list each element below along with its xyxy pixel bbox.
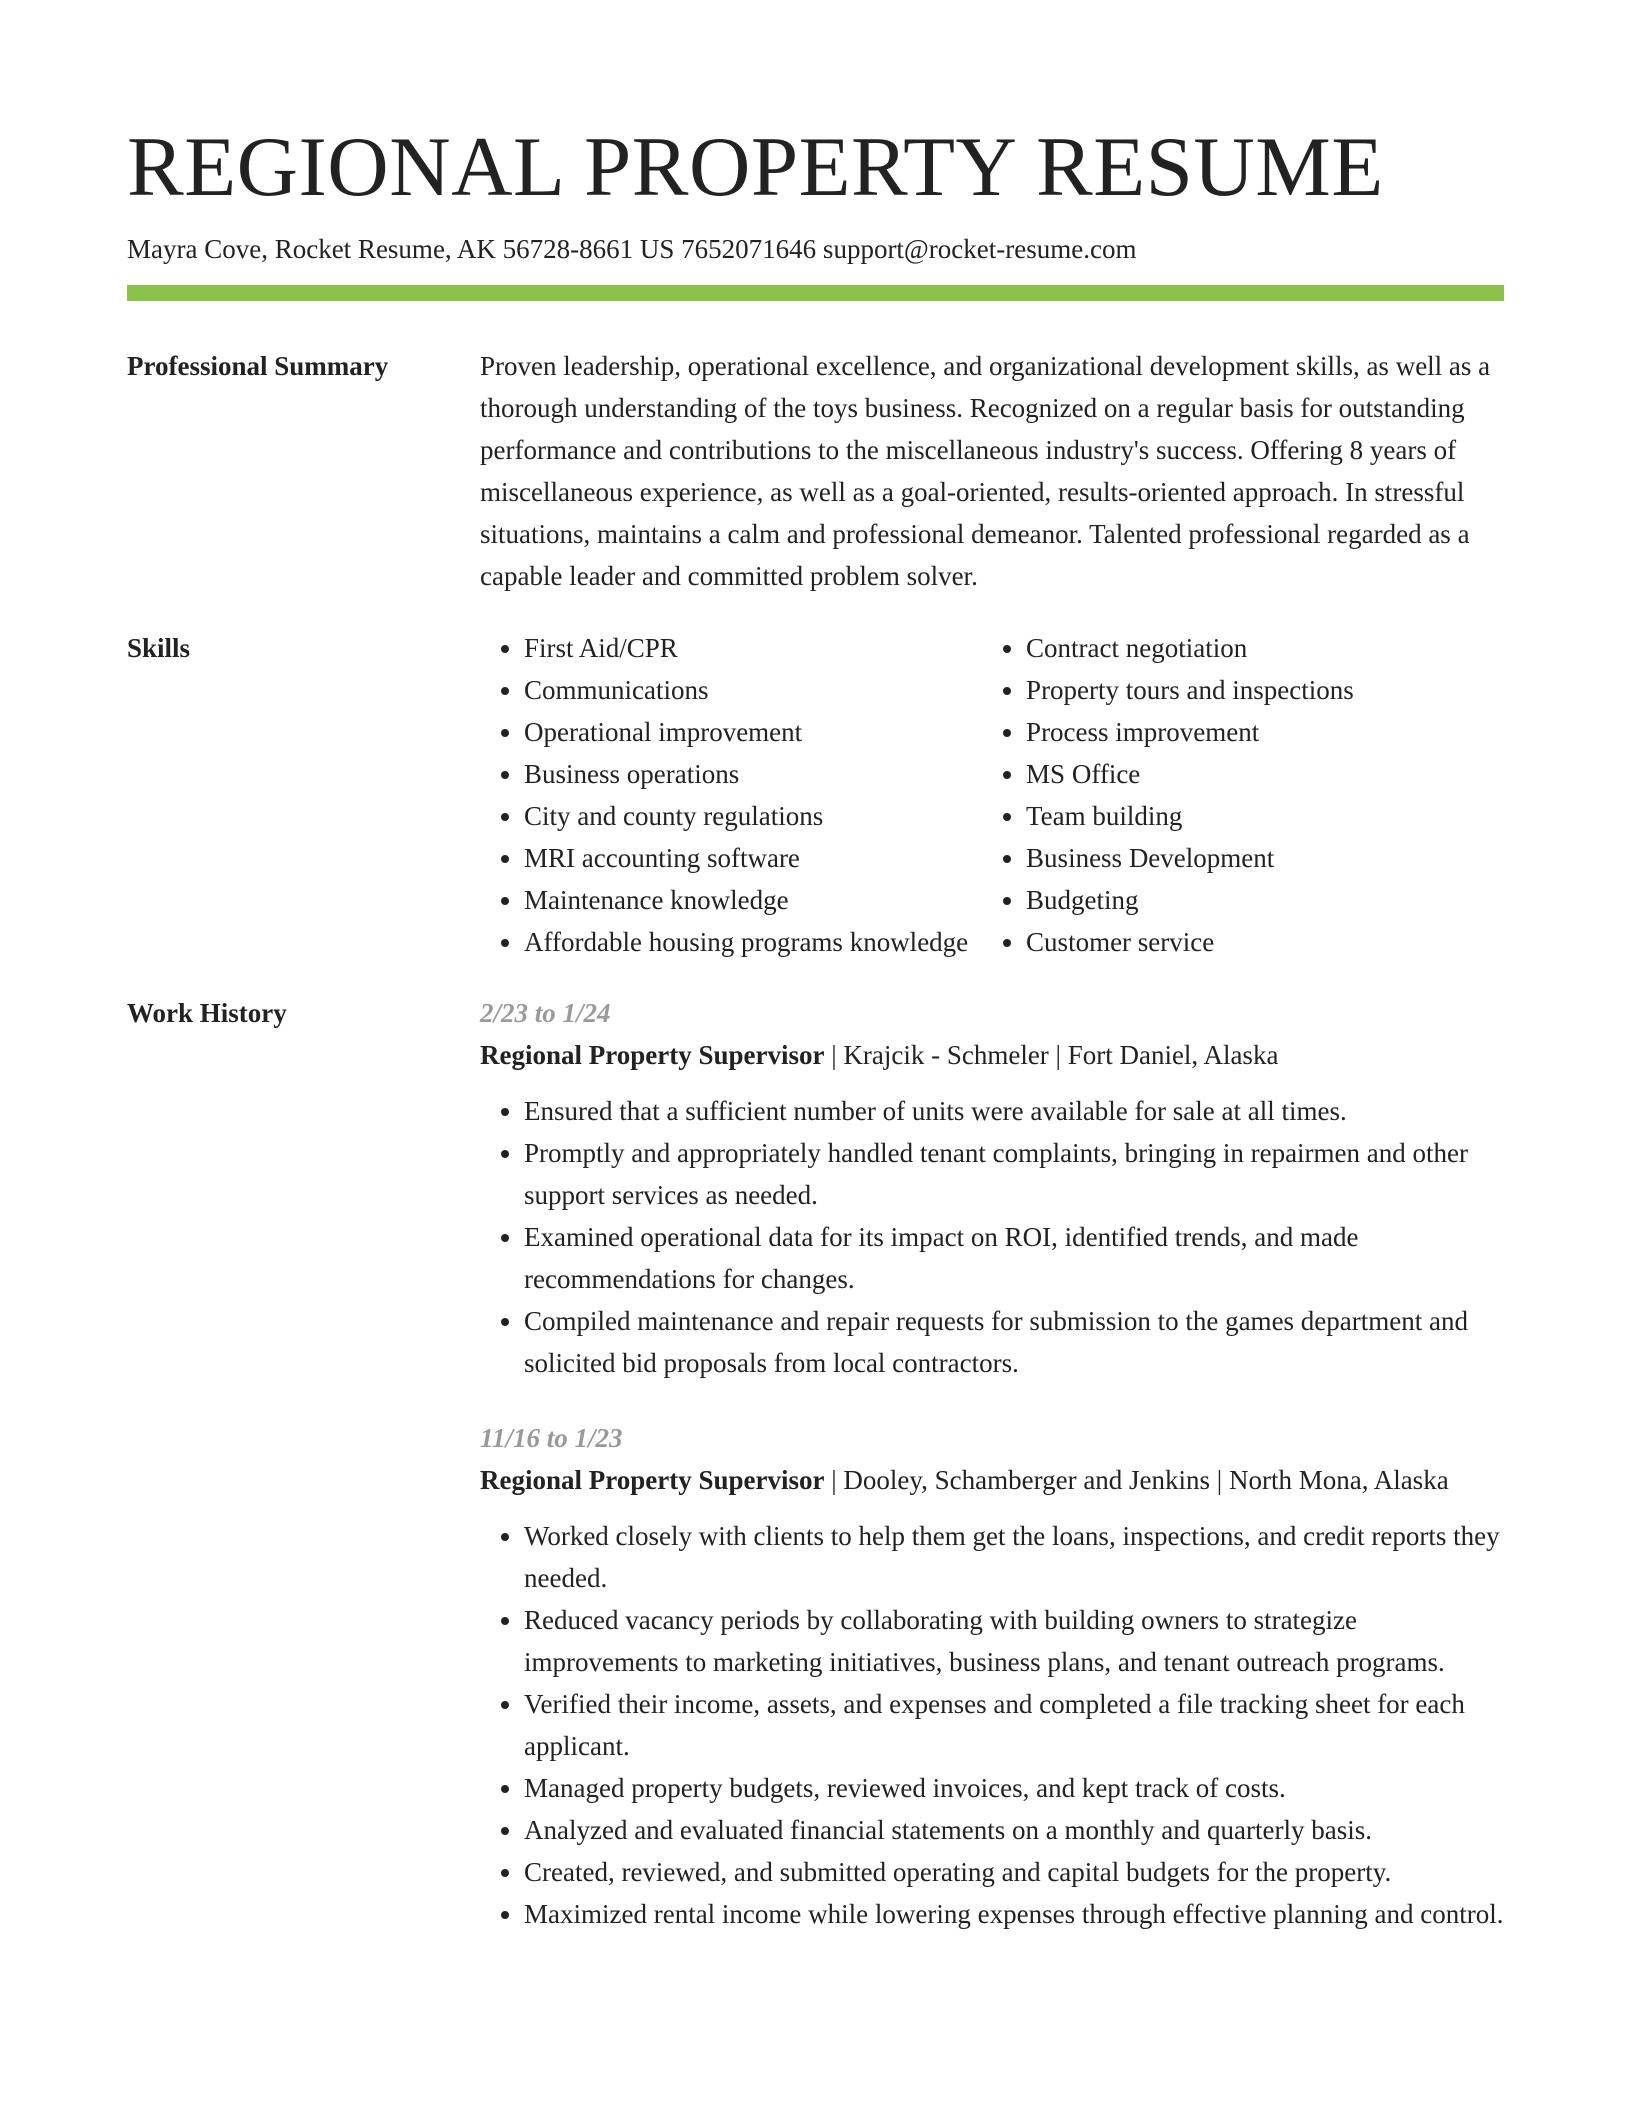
job-bullet: • Compiled maintenance and repair requests for submission to the games department and solicited bid proposals from local contractors.	[524, 1300, 1504, 1384]
job-bullets	[480, 1515, 1504, 1935]
job-dates: 11/16 to 1/23	[480, 1423, 623, 1453]
resume-title: REGIONAL PROPERTY RESUME	[127, 120, 1384, 214]
job-bullet: • Promptly and appropriately handled tenant complaints, bringing in repairmen and other support services as needed.	[524, 1132, 1504, 1216]
job-bullet: • Created, reviewed, and submitted operating and capital budgets for the property.	[524, 1851, 1504, 1893]
job-title: Regional Property Supervisor	[480, 1040, 825, 1070]
skill-item: • Maintenance knowledge	[524, 879, 982, 921]
job-title: Regional Property Supervisor	[480, 1465, 825, 1495]
job-title-line	[480, 1034, 1504, 1076]
job-details: | Dooley, Schamberger and Jenkins | North Mona, Alaska	[824, 1465, 1449, 1495]
skill-item: • Affordable housing programs knowledge	[524, 921, 982, 963]
skill-item: • Process improvement	[1026, 711, 1504, 753]
skills-list-right	[982, 627, 1504, 963]
skill-item: • First Aid/CPR	[524, 627, 982, 669]
skill-item: • Business operations	[524, 753, 982, 795]
skill-item: • Team building	[1026, 795, 1504, 837]
summary-text: Proven leadership, operational excellence, and organizational development skills, as well as a thorough understanding of the toys business. Recognized on a regular basis for outstanding performance and contributions to the miscellaneous industry's success. Offering 8 years of miscellaneous experience, as well as a goal-oriented, results-oriented approach. In stressful situations, maintains a calm and professional demeanor. Talented professional regarded as a capable leader and committed problem solver.	[480, 351, 1491, 591]
job-bullet: • Worked closely with clients to help them get the loans, inspections, and credit reports they needed.	[524, 1515, 1504, 1599]
skill-item: • Business Development	[1026, 837, 1504, 879]
work-history-body	[480, 992, 1504, 1968]
skills-body	[480, 627, 1504, 963]
skill-item: • Budgeting	[1026, 879, 1504, 921]
job-bullet: • Verified their income, assets, and expenses and completed a file tracking sheet for each applicant.	[524, 1683, 1504, 1767]
job-bullet: • Reduced vacancy periods by collaborating with building owners to strategize improvements to marketing initiatives, business plans, and tenant outreach programs.	[524, 1599, 1504, 1683]
job-bullet: • Maximized rental income while lowering expenses through effective planning and control.	[524, 1893, 1504, 1935]
job-entry	[480, 992, 1504, 1384]
skill-item: • Operational improvement	[524, 711, 982, 753]
accent-divider	[127, 285, 1504, 301]
skill-item: • Contract negotiation	[1026, 627, 1504, 669]
job-entry	[480, 1417, 1504, 1935]
contact-line: Mayra Cove, Rocket Resume, AK 56728-8661 US 7652071646 support@rocket-resume.com	[127, 234, 1137, 264]
job-details: | Krajcik - Schmeler | Fort Daniel, Alaska	[824, 1040, 1279, 1070]
job-bullet: • Ensured that a sufficient number of units were available for sale at all times.	[524, 1090, 1504, 1132]
skill-item: • City and county regulations	[524, 795, 982, 837]
job-bullets	[480, 1090, 1504, 1384]
skill-item: • Communications	[524, 669, 982, 711]
skill-item: • MRI accounting software	[524, 837, 982, 879]
summary-heading: Professional Summary	[127, 351, 389, 381]
job-dates: 2/23 to 1/24	[480, 998, 611, 1028]
skill-item: • Property tours and inspections	[1026, 669, 1504, 711]
summary-body	[480, 345, 1504, 597]
skills-list-left	[480, 627, 982, 963]
job-bullet: • Analyzed and evaluated financial statements on a monthly and quarterly basis.	[524, 1809, 1504, 1851]
work-history-heading: Work History	[127, 998, 287, 1028]
skill-item: • MS Office	[1026, 753, 1504, 795]
job-bullet: • Managed property budgets, reviewed invoices, and kept track of costs.	[524, 1767, 1504, 1809]
skills-columns	[480, 627, 1504, 963]
job-bullet: • Examined operational data for its impact on ROI, identified trends, and made recommendations for changes.	[524, 1216, 1504, 1300]
skill-item: • Customer service	[1026, 921, 1504, 963]
job-title-line	[480, 1459, 1504, 1501]
skills-heading: Skills	[127, 633, 191, 663]
